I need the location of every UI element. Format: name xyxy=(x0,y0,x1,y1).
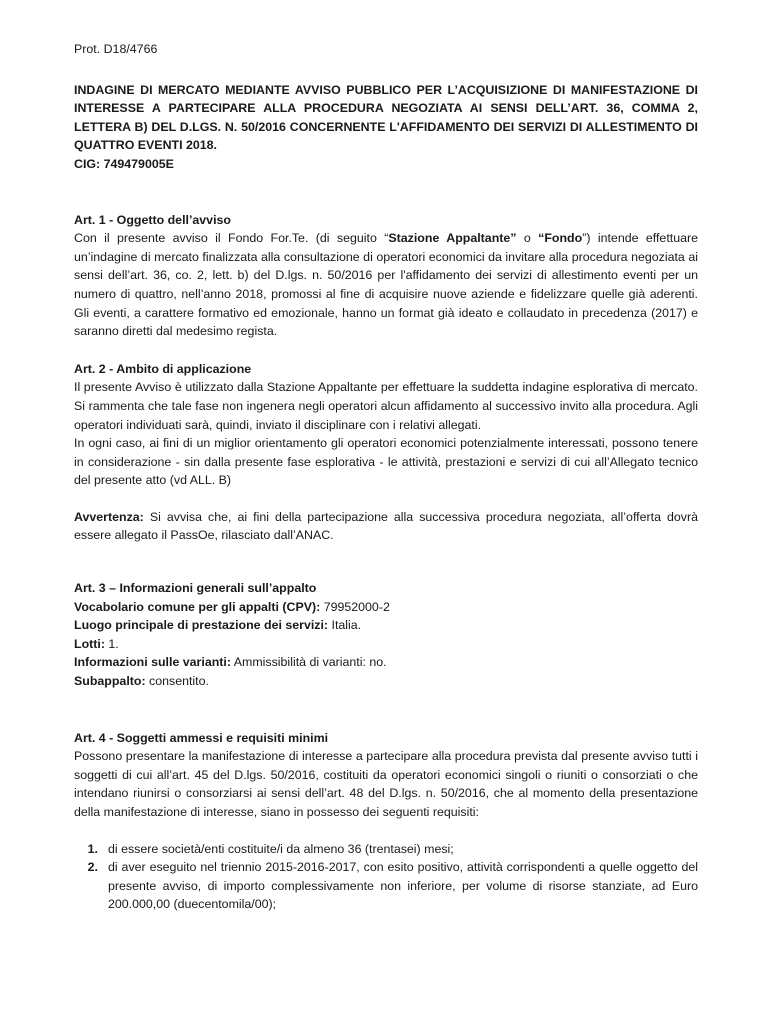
warning-text: Si avvisa che, ai fini della partecipazione alla successiva procedura negoziata, all’offerta dovrà essere allegato il PassOe, rilasciato dall’ANAC. xyxy=(74,509,698,543)
article-3-heading: Art. 3 – Informazioni generali sull’appalto xyxy=(74,581,317,596)
document-title xyxy=(74,81,698,174)
article-2-paragraph-1: Il presente Avviso è utilizzato dalla Stazione Appaltante per effettuare la suddetta indagine esplorativa di mercato. Si rammenta che tale fase non ingenera negli operatori alcun affidamento al successivo invito alla procedura. Agli operatori individuati sarà, quindi, inviato il disciplinare con i relativi allegati. xyxy=(74,380,698,432)
list-item: 2. di aver eseguito nel triennio 2015-2016-2017, con esito positivo, attività corrispondenti a quelle oggetto del presente avviso, di importo complessivamente non inferiore, per volume di risorse stanziate, ad Euro 200.000,00 (duecentomila/00); xyxy=(87,860,698,912)
info-row-variants: Informazioni sulle varianti: Ammissibilità di varianti: no. xyxy=(74,655,387,670)
article-2-heading: Art. 2 - Ambito di applicazione xyxy=(74,361,252,376)
info-row-lots: Lotti: 1. xyxy=(74,636,119,651)
article-4-heading: Art. 4 - Soggetti ammessi e requisiti minimi xyxy=(74,730,329,745)
article-1 xyxy=(74,211,698,341)
info-row-subcontracting: Subappalto: consentito. xyxy=(74,674,209,689)
article-1-text: Con il presente avviso il Fondo For.Te. (di seguito “Stazione Appaltante” o “Fondo”) intende effettuare un’indagine di mercato finalizzata alla consultazione di operatori economici da invitare alla procedura negoziata ai sensi dell’art. 36, co. 2, lett. b) del D.lgs. n. 50/2016 per l'affidamento dei servizi di allestimento eventi per un numero di quattro, nell’anno 2018, promossi al fine di acquisire nuove aziende e fidelizzare quelle già aderenti. Gli eventi, a carattere formativo ed emozionale, hanno un format già ideato e collaudato in precedenza (2017) e saranno diretti dal medesimo regista. xyxy=(74,231,699,339)
requirements-list xyxy=(74,840,698,914)
protocol-number: Prot. D18/4766 xyxy=(74,42,158,56)
article-4 xyxy=(74,729,698,914)
list-item: 1. di essere società/enti costituite/i da almeno 36 (trentasei) mesi; xyxy=(87,841,454,856)
warning-note xyxy=(74,508,698,545)
document-page xyxy=(74,40,698,914)
article-2 xyxy=(74,360,698,545)
article-1-heading: Art. 1 - Oggetto dell’avviso xyxy=(74,212,231,227)
warning-label: Avvertenza: xyxy=(74,509,144,524)
title-text: INDAGINE DI MERCATO MEDIANTE AVVISO PUBBLICO PER L’ACQUISIZIONE DI MANIFESTAZIONE DI INTERESSE A PARTECIPARE ALLA PROCEDURA NEGOZIATA AI SENSI DELL’ART. 36, COMMA 2, LETTERA B) DEL D.LGS. N. 50/2016 CONCERNENTE L'AFFIDAMENTO DEI SERVIZI DI ALLESTIMENTO DI QUATTRO EVENTI 2018. xyxy=(74,82,698,153)
article-2-paragraph-2: In ogni caso, ai fini di un miglior orientamento gli operatori economici potenzialmente interessati, possono tenere in considerazione - sin dalla presente fase esplorativa - le attività, prestazioni e servizi di cui all’Allegato tecnico del presente atto (vd ALL. B) xyxy=(74,436,698,488)
info-row-location: Luogo principale di prestazione dei servizi: Italia. xyxy=(74,618,362,633)
info-row-cpv: Vocabolario comune per gli appalti (CPV): 79952000-2 xyxy=(74,599,390,614)
cig-code: CIG: 749479005E xyxy=(74,156,174,171)
article-3 xyxy=(74,579,698,691)
article-4-intro: Possono presentare la manifestazione di interesse a partecipare alla procedura prevista dal presente avviso tutti i soggetti di cui all’art. 45 del D.lgs. 50/2016, costituiti da operatori economici singoli o riuniti o consorziati o che intendano riunirsi o consorziarsi ai sensi dell’art. 48 del D.lgs. n. 50/2016, che al momento della presentazione della manifestazione di interesse, siano in possesso dei seguenti requisiti: xyxy=(74,749,698,819)
